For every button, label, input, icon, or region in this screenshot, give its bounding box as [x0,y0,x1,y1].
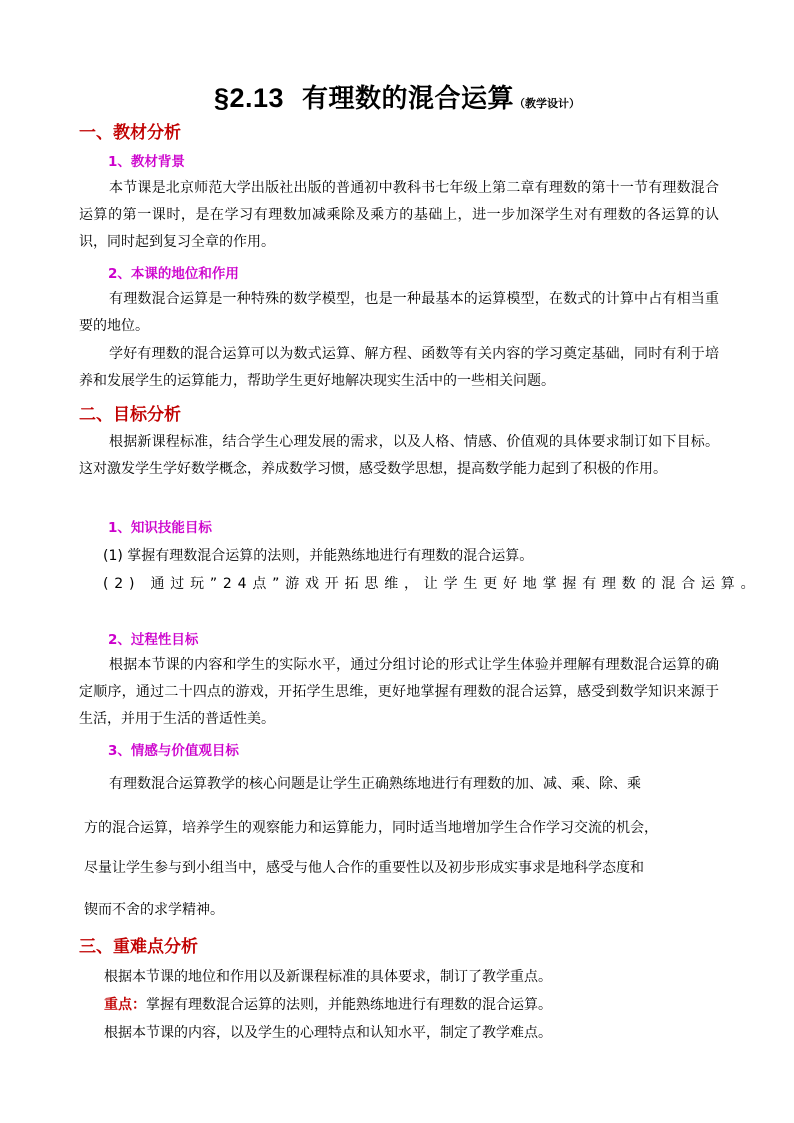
key-point-line [104,994,552,1014]
subheading-process-goals: 2、过程性目标 [108,632,199,648]
title-main: 有理数的混合运算 [302,84,515,114]
para-background: 本节课是北京师范大学出版社出版的普通初中教科书七年级上第二章有理数的第十一节有理数混合运算的第一课时，是在学习有理数加减乘除及乘方的基础上，进一步加深学生对有理数的各运算的认识，同时起到复习全章的作用。 [79,180,719,250]
subheading-background: 1、教材背景 [108,154,185,170]
emotion-line-1: 有理数混合运算教学的核心问题是让学生正确熟练地进行有理数的加、减、乘、除、乘 [109,776,641,792]
title-subtitle: （教学设计） [514,97,581,110]
goal-item-1: (1) 掌握有理数混合运算的法则，并能熟练地进行有理数的混合运算。 [103,548,534,564]
heading-textbook-analysis: 一、教材分析 [79,123,181,143]
key-point-text: 掌握有理数混合运算的法则，并能熟练地进行有理数的混合运算。 [146,997,552,1013]
section-number: §2.13 [213,83,285,113]
subheading-role: 2、本课的地位和作用 [108,266,239,282]
para-key-points: 根据本节课的地位和作用以及新课程标准的具体要求，制订了教学重点。 [104,969,552,985]
subheading-knowledge-goals: 1、知识技能目标 [108,520,212,536]
para-difficult-points: 根据本节课的内容，以及学生的心理特点和认知水平，制定了教学难点。 [104,1025,552,1041]
para-role-2: 学好有理数的混合运算可以为数式运算、解方程、函数等有关内容的学习奠定基础，同时有利于培养和发展学生的运算能力，帮助学生更好地解决现实生活中的一些相关问题。 [79,346,719,389]
emotion-line-2: 方的混合运算，培养学生的观察能力和运算能力，同时适当地增加学生合作学习交流的机会， [84,820,658,836]
para-role-1: 有理数混合运算是一种特殊的数学模型，也是一种最基本的运算模型，在数式的计算中占有相当重要的地位。 [79,291,719,334]
heading-goal-analysis: 二、目标分析 [79,405,181,425]
document-title [0,78,794,115]
goal-item-2: (2) 通过玩”24点”游戏开拓思维，让学生更好地掌握有理数的混合运算。 [103,576,761,592]
subheading-emotion-goals: 3、情感与价值观目标 [108,743,239,759]
para-process-goals: 根据本节课的内容和学生的实际水平，通过分组讨论的形式让学生体验并理解有理数混合运算的确定顺序，通过二十四点的游戏，开拓学生思维，更好地掌握有理数的混合运算，感受到数学知识来源于生活，并用于生活的普适性美。 [79,657,719,727]
heading-key-difficult-points: 三、重难点分析 [79,937,198,957]
key-point-label: 重点： [104,997,146,1013]
para-goals: 根据新课程标准，结合学生心理发展的需求，以及人格、情感、价值观的具体要求制订如下目标。这对激发学生学好数学概念，养成数学习惯，感受数学思想，提高数学能力起到了积极的作用。 [79,434,719,477]
emotion-line-4: 锲而不舍的求学精神。 [84,902,224,918]
emotion-line-3: 尽量让学生参与到小组当中，感受与他人合作的重要性以及初步形成实事求是地科学态度和 [84,860,644,876]
